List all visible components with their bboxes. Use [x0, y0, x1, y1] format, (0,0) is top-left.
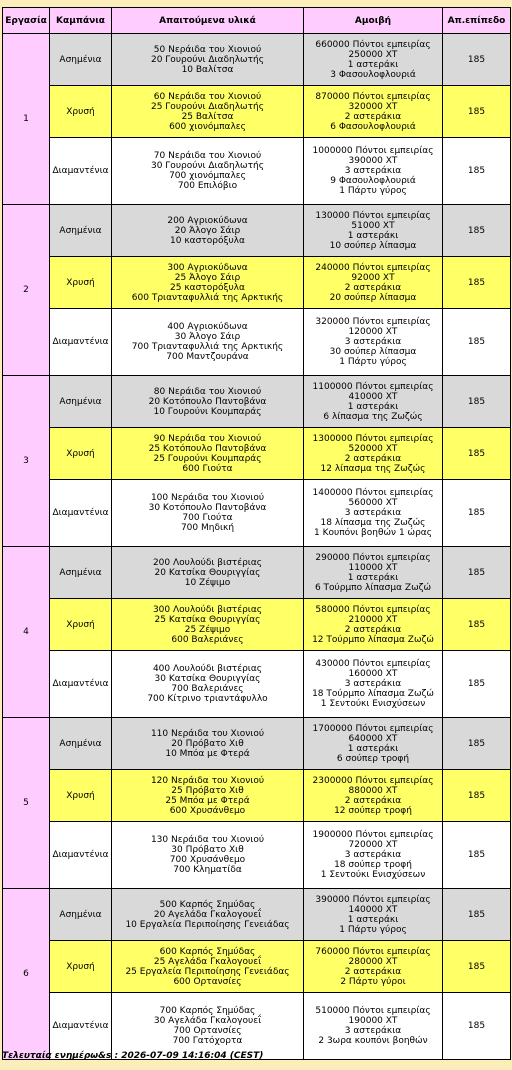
text-line: 2 Πάρτυ γύροι — [340, 976, 406, 987]
table-row — [3, 822, 511, 889]
level-cell: 185 — [443, 993, 511, 1060]
text-line: 1 αστεράκι — [347, 743, 399, 754]
text-line: 10 Βαλίτσα — [181, 64, 234, 75]
materials-cell — [112, 822, 304, 889]
header-level: Απ.επίπεδο — [443, 8, 511, 34]
text-line: 10 σούπερ λίπασμα — [329, 240, 417, 251]
text-line: 9 Φασουλοφλουριά — [330, 176, 416, 186]
text-line: 18 λίπασμα της Ζωζώς — [320, 518, 426, 528]
text-line: 30 Πρόβατο Χιθ — [171, 845, 244, 855]
text-line: 430000 Πόντοι εμπειρίας — [315, 659, 431, 669]
task-number: 2 — [3, 205, 50, 376]
level-cell: 185 — [443, 651, 511, 718]
text-line: 25 Γουρούνι Κουμπαράς — [153, 453, 262, 464]
text-line: 290000 Πόντοι εμπειρίας — [315, 552, 431, 563]
text-line: 510000 Πόντοι εμπειρίας — [315, 1006, 431, 1016]
table-row — [3, 651, 511, 718]
reward-cell — [304, 889, 443, 941]
level-cell: 185 — [443, 770, 511, 822]
text-line: 1400000 Πόντοι εμπειρίας — [312, 488, 434, 498]
text-line: 6 Τούρμπο λίπασμα Ζωζώ — [314, 582, 432, 593]
reward-cell — [304, 770, 443, 822]
table-row — [3, 309, 511, 376]
materials-cell — [112, 599, 304, 651]
text-line: 1 αστεράκι — [347, 572, 399, 583]
text-line: 3 αστεράκια — [344, 850, 402, 860]
table-body — [3, 34, 511, 1060]
text-line: 600 χιονόμπαλες — [169, 121, 246, 132]
text-line: 60 Νεράιδα του Χιονιού — [153, 91, 262, 102]
reward-cell — [304, 993, 443, 1060]
level-cell: 185 — [443, 428, 511, 480]
campaign-name: Διαμαντένια — [50, 138, 112, 205]
text-line: 10 Εργαλεία Περιποίησης Γενειάδας — [125, 919, 290, 930]
text-line: 20 Γουρούνι Διαδηλωτής — [150, 54, 264, 65]
text-line: 70 Νεράιδα του Χιονιού — [153, 151, 262, 161]
text-line: 1 αστεράκι — [347, 914, 399, 925]
campaign-name: Διαμαντένια — [50, 993, 112, 1060]
text-line: 700 Κίτρινο τριαντάφυλλο — [147, 694, 268, 704]
materials-cell — [112, 547, 304, 599]
table-row — [3, 770, 511, 822]
text-line: 1 αστεράκι — [347, 401, 399, 412]
campaign-table-wrapper — [2, 7, 511, 1060]
text-line: 190000 ΧΤ — [348, 1016, 398, 1026]
text-line: 410000 ΧΤ — [348, 391, 398, 402]
text-line: 2 αστεράκια — [344, 795, 402, 806]
text-line: 2 αστεράκια — [344, 282, 402, 293]
task-number: 3 — [3, 376, 50, 547]
level-cell: 185 — [443, 599, 511, 651]
text-line: 12 Τούρμπο λίπασμα Ζωζώ — [312, 634, 434, 645]
text-line: 500 Καρπός Σημύδας — [159, 899, 256, 910]
text-line: 1700000 Πόντοι εμπειρίας — [312, 723, 434, 734]
materials-cell — [112, 205, 304, 257]
reward-cell — [304, 376, 443, 428]
task-number: 1 — [3, 34, 50, 205]
text-line: 880000 ΧΤ — [348, 785, 398, 796]
text-line: 2 αστεράκια — [344, 966, 402, 977]
text-line: 2300000 Πόντοι εμπειρίας — [312, 775, 434, 786]
materials-cell — [112, 138, 304, 205]
text-line: 18 σούπερ τροφή — [334, 860, 412, 870]
campaign-name: Χρυσή — [50, 941, 112, 993]
text-line: 390000 ΧΤ — [348, 156, 398, 166]
text-line: 2 3ωρα κουπόνι βοηθών — [318, 1036, 428, 1046]
text-line: 700 Επιλόβιο — [177, 181, 238, 191]
text-line: 140000 ΧΤ — [348, 904, 398, 915]
materials-cell — [112, 428, 304, 480]
table-row — [3, 376, 511, 428]
reward-cell — [304, 651, 443, 718]
materials-cell — [112, 376, 304, 428]
text-line: 200 Αγριοκύδωνα — [167, 215, 248, 226]
text-line: 600 Ορτανσίες — [173, 976, 242, 987]
table-row — [3, 480, 511, 547]
header-reward: Αμοιβή — [304, 8, 443, 34]
text-line: 10 Μπόα με Φτερά — [165, 748, 250, 759]
text-line: 560000 ΧΤ — [348, 498, 398, 508]
reward-cell — [304, 205, 443, 257]
reward-cell — [304, 257, 443, 309]
text-line: 700 Καρπός Σημύδας — [159, 1006, 256, 1016]
text-line: 2 αστεράκια — [344, 453, 402, 464]
campaign-name: Ασημένια — [50, 547, 112, 599]
text-line: 1000000 Πόντοι εμπειρίας — [312, 146, 434, 156]
text-line: 300 Αγριοκύδωνα — [167, 262, 248, 273]
header-row — [3, 8, 511, 34]
text-line: 25 Κατσίκα Θουριγγίας — [154, 614, 261, 625]
level-cell: 185 — [443, 480, 511, 547]
text-line: 80 Νεράιδα του Χιονιού — [153, 386, 262, 397]
text-line: 580000 Πόντοι εμπειρίας — [315, 604, 431, 615]
text-line: 320000 ΧΤ — [348, 101, 398, 112]
level-cell: 185 — [443, 889, 511, 941]
text-line: 100 Νεράιδα του Χιονιού — [150, 493, 265, 503]
text-line: 30 σούπερ λίπασμα — [329, 347, 417, 357]
reward-cell — [304, 822, 443, 889]
campaign-name: Ασημένια — [50, 376, 112, 428]
text-line: 660000 Πόντοι εμπειρίας — [315, 39, 431, 50]
text-line: 25 Πρόβατο Χιθ — [171, 785, 244, 796]
materials-cell — [112, 651, 304, 718]
text-line: 2 αστεράκια — [344, 111, 402, 122]
materials-cell — [112, 889, 304, 941]
materials-cell — [112, 993, 304, 1060]
text-line: 25 Αγελάδα Γκαλογουεΐ — [153, 956, 262, 967]
reward-cell — [304, 428, 443, 480]
text-line: 600 Γιούτα — [182, 463, 233, 474]
text-line: 760000 Πόντοι εμπειρίας — [315, 946, 431, 957]
level-cell: 185 — [443, 34, 511, 86]
text-line: 120000 ΧΤ — [348, 327, 398, 337]
text-line: 3 αστεράκια — [344, 1026, 402, 1036]
text-line: 2 αστεράκια — [344, 624, 402, 635]
text-line: 280000 ΧΤ — [348, 956, 398, 967]
text-line: 700 χιονόμπαλες — [169, 171, 246, 181]
text-line: 870000 Πόντοι εμπειρίας — [315, 91, 431, 102]
text-line: 30 Γουρούνι Διαδηλωτής — [150, 161, 264, 171]
materials-cell — [112, 309, 304, 376]
text-line: 700 Μαντζουράνα — [166, 352, 249, 362]
text-line: 130000 Πόντοι εμπειρίας — [315, 210, 431, 221]
materials-cell — [112, 718, 304, 770]
text-line: 160000 ΧΤ — [348, 669, 398, 679]
text-line: 20 Κατσίκα Θουριγγίας — [154, 567, 261, 578]
text-line: 1 αστεράκι — [347, 59, 399, 70]
text-line: 250000 ΧΤ — [348, 49, 398, 60]
reward-cell — [304, 599, 443, 651]
reward-cell — [304, 309, 443, 376]
text-line: 520000 ΧΤ — [348, 443, 398, 454]
text-line: 92000 ΧΤ — [351, 272, 395, 283]
materials-cell — [112, 86, 304, 138]
text-line: 1 αστεράκι — [347, 230, 399, 241]
reward-cell — [304, 480, 443, 547]
text-line: 51000 ΧΤ — [351, 220, 395, 231]
reward-cell — [304, 86, 443, 138]
table-row — [3, 138, 511, 205]
header-materials: Απαιτούμενα υλικά — [112, 8, 304, 34]
text-line: 700 Τριανταφυλλιά της Αρκτικής — [131, 342, 284, 352]
level-cell: 185 — [443, 205, 511, 257]
text-line: 6 Φασουλοφλουριά — [330, 121, 416, 132]
last-updated: Τελευταία ενημέρω&s : 2026-07-09 14:16:04 (CEST) — [2, 1051, 264, 1061]
text-line: 25 Ζέψιμο — [184, 624, 231, 635]
level-cell: 185 — [443, 86, 511, 138]
table-row — [3, 599, 511, 651]
text-line: 1300000 Πόντοι εμπειρίας — [312, 433, 434, 444]
text-line: 3 αστεράκια — [344, 166, 402, 176]
text-line: 25 Βαλίτσα — [181, 111, 234, 122]
level-cell: 185 — [443, 309, 511, 376]
materials-cell — [112, 770, 304, 822]
text-line: 6 σούπερ τροφή — [336, 753, 410, 764]
text-line: 1900000 Πόντοι εμπειρίας — [312, 830, 434, 840]
header-campaign: Καμπάνια — [50, 8, 112, 34]
text-line: 200 Λουλούδι βιστέριας — [152, 557, 263, 568]
text-line: 20 Αγελάδα Γκαλογουεΐ — [153, 909, 262, 920]
text-line: 1 Πάρτυ γύρος — [339, 924, 407, 935]
text-line: 18 Τούρμπο λίπασμα Ζωζώ — [312, 689, 434, 699]
text-line: 25 Εργαλεία Περιποίησης Γενειάδας — [125, 966, 290, 977]
text-line: 390000 Πόντοι εμπειρίας — [315, 894, 431, 905]
level-cell: 185 — [443, 257, 511, 309]
text-line: 30 Κατσίκα Θουριγγίας — [154, 674, 261, 684]
reward-cell — [304, 34, 443, 86]
text-line: 130 Νεράιδα του Χιονιού — [150, 835, 265, 845]
text-line: 20 Κοτόπουλο Παντοβάνα — [148, 396, 267, 407]
text-line: 3 αστεράκια — [344, 679, 402, 689]
reward-cell — [304, 138, 443, 205]
text-line: 700 Γατόχορτα — [172, 1036, 243, 1046]
materials-cell — [112, 480, 304, 547]
text-line: 700 Μηδική — [180, 523, 235, 533]
campaign-name: Ασημένια — [50, 205, 112, 257]
text-line: 400 Λουλούδι βιστέριας — [152, 664, 263, 674]
table-row — [3, 993, 511, 1060]
text-line: 6 λίπασμα της Ζωζώς — [323, 411, 423, 422]
campaign-name: Χρυσή — [50, 257, 112, 309]
level-cell: 185 — [443, 822, 511, 889]
text-line: 400 Αγριοκύδωνα — [167, 322, 248, 332]
campaign-name: Διαμαντένια — [50, 822, 112, 889]
text-line: 10 καστορόξυλα — [170, 235, 245, 246]
text-line: 3 Φασουλοφλουριά — [330, 69, 416, 80]
table-row — [3, 86, 511, 138]
text-line: 20 σούπερ λίπασμα — [329, 292, 417, 303]
text-line: 700 Χρυσάνθεμο — [169, 855, 246, 865]
campaign-name: Διαμαντένια — [50, 309, 112, 376]
text-line: 700 Κληματίδα — [173, 865, 242, 875]
text-line: 20 Άλογο Σάιρ — [174, 225, 241, 236]
table-row — [3, 428, 511, 480]
materials-cell — [112, 34, 304, 86]
table-row — [3, 718, 511, 770]
text-line: 50 Νεράιδα του Χιονιού — [153, 44, 262, 55]
task-number: 4 — [3, 547, 50, 718]
text-line: 720000 ΧΤ — [348, 840, 398, 850]
task-number: 6 — [3, 889, 50, 1060]
text-line: 700 Βαλεριάνες — [171, 684, 244, 694]
text-line: 110 Νεράιδα του Χιονιού — [150, 728, 265, 739]
campaign-name: Χρυσή — [50, 770, 112, 822]
text-line: 1 Πάρτυ γύρος — [339, 186, 407, 196]
level-cell: 185 — [443, 547, 511, 599]
text-line: 1100000 Πόντοι εμπειρίας — [312, 381, 434, 392]
reward-cell — [304, 547, 443, 599]
header-task: Εργασία — [3, 8, 50, 34]
text-line: 700 Ορτανσίες — [173, 1026, 242, 1036]
text-line: 25 Κοτόπουλο Παντοβάνα — [148, 443, 267, 454]
materials-cell — [112, 941, 304, 993]
text-line: 600 Καρπός Σημύδας — [159, 946, 256, 957]
campaign-table — [2, 7, 511, 1060]
text-line: 12 λίπασμα της Ζωζώς — [320, 463, 426, 474]
text-line: 10 Γουρούνι Κουμπαράς — [153, 406, 262, 417]
text-line: 700 Γιούτα — [182, 513, 233, 523]
level-cell: 185 — [443, 718, 511, 770]
text-line: 320000 Πόντοι εμπειρίας — [315, 317, 431, 327]
reward-cell — [304, 941, 443, 993]
text-line: 25 Γουρούνι Διαδηλωτής — [150, 101, 264, 112]
text-line: 10 Ζέψιμο — [184, 577, 231, 588]
text-line: 210000 ΧΤ — [348, 614, 398, 625]
table-row — [3, 889, 511, 941]
text-line: 30 Άλογο Σάιρ — [174, 332, 241, 342]
campaign-name: Ασημένια — [50, 889, 112, 941]
text-line: 30 Κοτόπουλο Παντοβάνα — [148, 503, 267, 513]
text-line: 640000 ΧΤ — [348, 733, 398, 744]
text-line: 30 Αγελάδα Γκαλογουεΐ — [153, 1016, 262, 1026]
task-number: 5 — [3, 718, 50, 889]
table-row — [3, 941, 511, 993]
level-cell: 185 — [443, 138, 511, 205]
campaign-name: Χρυσή — [50, 599, 112, 651]
text-line: 120 Νεράιδα του Χιονιού — [150, 775, 265, 786]
campaign-name: Ασημένια — [50, 718, 112, 770]
text-line: 1 Πάρτυ γύρος — [339, 357, 407, 367]
text-line: 600 Τριανταφυλλιά της Αρκτικής — [131, 292, 284, 303]
text-line: 240000 Πόντοι εμπειρίας — [315, 262, 431, 273]
table-row — [3, 205, 511, 257]
table-row — [3, 547, 511, 599]
text-line: 90 Νεράιδα του Χιονιού — [153, 433, 262, 444]
text-line: 25 Μπόα με Φτερά — [165, 795, 250, 806]
text-line: 1 Σεντούκι Ενισχύσεων — [320, 699, 426, 709]
text-line: 3 αστεράκια — [344, 508, 402, 518]
text-line: 25 Άλογο Σάιρ — [174, 272, 241, 283]
level-cell: 185 — [443, 941, 511, 993]
text-line: 300 Λουλούδι βιστέριας — [152, 604, 263, 615]
campaign-name: Χρυσή — [50, 86, 112, 138]
table-row — [3, 34, 511, 86]
text-line: 3 αστεράκια — [344, 337, 402, 347]
text-line: 20 Πρόβατο Χιθ — [171, 738, 244, 749]
table-row — [3, 257, 511, 309]
text-line: 110000 ΧΤ — [348, 562, 398, 573]
text-line: 600 Χρυσάνθεμο — [169, 805, 246, 816]
text-line: 12 σούπερ τροφή — [334, 805, 412, 816]
campaign-name: Διαμαντένια — [50, 480, 112, 547]
campaign-name: Χρυσή — [50, 428, 112, 480]
reward-cell — [304, 718, 443, 770]
text-line: 25 καστορόξυλα — [170, 282, 245, 293]
campaign-name: Ασημένια — [50, 34, 112, 86]
text-line: 600 Βαλεριάνες — [171, 634, 244, 645]
text-line: 1 Σεντούκι Ενισχύσεων — [320, 870, 426, 880]
campaign-name: Διαμαντένια — [50, 651, 112, 718]
text-line: 1 Κουπόνι βοηθών 1 ώρας — [314, 528, 432, 538]
materials-cell — [112, 257, 304, 309]
level-cell: 185 — [443, 376, 511, 428]
